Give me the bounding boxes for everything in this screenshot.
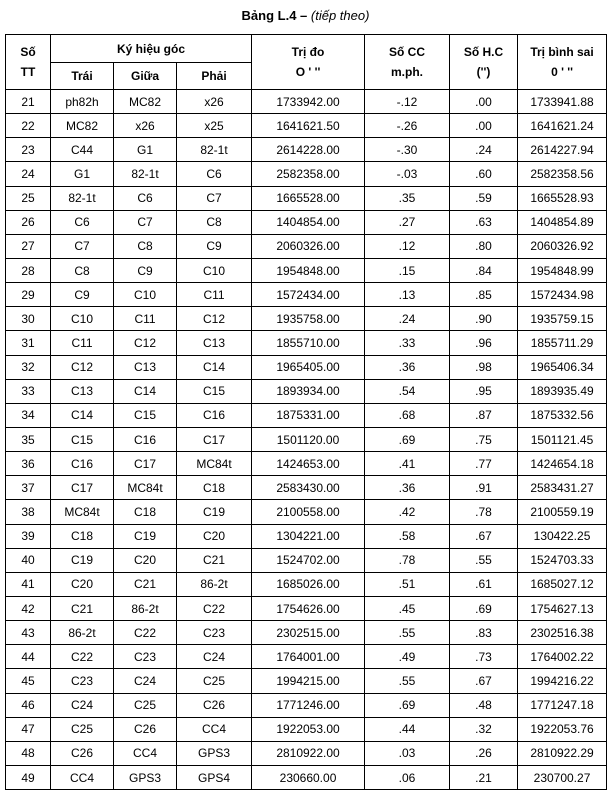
cell-hc-value: .73 bbox=[450, 645, 518, 669]
cell-correction-cc: .54 bbox=[365, 379, 450, 403]
header-adjusted bbox=[518, 35, 607, 90]
cell-left-point: C14 bbox=[51, 403, 114, 427]
cell-row-number: 47 bbox=[6, 717, 51, 741]
cell-middle-point: 86-2t bbox=[114, 596, 177, 620]
cell-row-number: 42 bbox=[6, 596, 51, 620]
cell-row-number: 38 bbox=[6, 500, 51, 524]
cell-correction-cc: .78 bbox=[365, 548, 450, 572]
cell-middle-point: C22 bbox=[114, 621, 177, 645]
cell-row-number: 43 bbox=[6, 621, 51, 645]
cell-row-number: 21 bbox=[6, 90, 51, 114]
cell-hc-value: .67 bbox=[450, 669, 518, 693]
cell-right-point: C8 bbox=[177, 210, 252, 234]
cell-adjusted-value: 230700.27 bbox=[518, 765, 607, 789]
cell-hc-value: .98 bbox=[450, 355, 518, 379]
cell-left-point: CC4 bbox=[51, 765, 114, 789]
cell-left-point: G1 bbox=[51, 162, 114, 186]
cell-adjusted-value: 1922053.76 bbox=[518, 717, 607, 741]
cell-adjusted-value: 1754627.13 bbox=[518, 596, 607, 620]
cell-left-point: C44 bbox=[51, 138, 114, 162]
table-row bbox=[6, 379, 607, 403]
cell-hc-value: .90 bbox=[450, 307, 518, 331]
table-row bbox=[6, 331, 607, 355]
table-row bbox=[6, 645, 607, 669]
cell-middle-point: C8 bbox=[114, 234, 177, 258]
cell-correction-cc: .55 bbox=[365, 621, 450, 645]
table-row bbox=[6, 452, 607, 476]
cell-row-number: 35 bbox=[6, 427, 51, 451]
cell-middle-point: C24 bbox=[114, 669, 177, 693]
cell-measured-value: 2614228.00 bbox=[252, 138, 365, 162]
cell-measured-value: 1935758.00 bbox=[252, 307, 365, 331]
cell-adjusted-value: 1404854.89 bbox=[518, 210, 607, 234]
cell-adjusted-value: 2614227.94 bbox=[518, 138, 607, 162]
cell-correction-cc: .13 bbox=[365, 283, 450, 307]
cell-row-number: 37 bbox=[6, 476, 51, 500]
cell-measured-value: 2100558.00 bbox=[252, 500, 365, 524]
cell-right-point: 82-1t bbox=[177, 138, 252, 162]
cell-adjusted-value: 1685027.12 bbox=[518, 572, 607, 596]
cell-row-number: 45 bbox=[6, 669, 51, 693]
table-row bbox=[6, 427, 607, 451]
table-body bbox=[6, 90, 607, 790]
cell-correction-cc: .68 bbox=[365, 403, 450, 427]
cell-row-number: 46 bbox=[6, 693, 51, 717]
cell-row-number: 44 bbox=[6, 645, 51, 669]
cell-row-number: 36 bbox=[6, 452, 51, 476]
cell-measured-value: 1922053.00 bbox=[252, 717, 365, 741]
header-measured bbox=[252, 35, 365, 90]
cell-correction-cc: .12 bbox=[365, 234, 450, 258]
cell-hc-value: .96 bbox=[450, 331, 518, 355]
table-row bbox=[6, 283, 607, 307]
header-hc-line2: ('') bbox=[476, 65, 491, 79]
cell-right-point: C9 bbox=[177, 234, 252, 258]
cell-hc-value: .77 bbox=[450, 452, 518, 476]
cell-correction-cc: .06 bbox=[365, 765, 450, 789]
cell-middle-point: C6 bbox=[114, 186, 177, 210]
header-stt bbox=[6, 35, 51, 90]
cell-hc-value: .55 bbox=[450, 548, 518, 572]
header-left: Trái bbox=[51, 63, 114, 90]
cell-row-number: 29 bbox=[6, 283, 51, 307]
cell-adjusted-value: 1524703.33 bbox=[518, 548, 607, 572]
cell-left-point: MC82 bbox=[51, 114, 114, 138]
table-row bbox=[6, 234, 607, 258]
cell-correction-cc: .36 bbox=[365, 476, 450, 500]
cell-left-point: C23 bbox=[51, 669, 114, 693]
cell-row-number: 23 bbox=[6, 138, 51, 162]
cell-hc-value: .24 bbox=[450, 138, 518, 162]
cell-hc-value: .00 bbox=[450, 90, 518, 114]
cell-hc-value: .67 bbox=[450, 524, 518, 548]
cell-adjusted-value: 1935759.15 bbox=[518, 307, 607, 331]
caption-dash: – bbox=[296, 8, 311, 23]
cell-measured-value: 1641621.50 bbox=[252, 114, 365, 138]
cell-adjusted-value: 1771247.18 bbox=[518, 693, 607, 717]
cell-right-point: C11 bbox=[177, 283, 252, 307]
cell-hc-value: .48 bbox=[450, 693, 518, 717]
cell-correction-cc: .33 bbox=[365, 331, 450, 355]
cell-correction-cc: .58 bbox=[365, 524, 450, 548]
cell-right-point: GPS3 bbox=[177, 741, 252, 765]
cell-correction-cc: .36 bbox=[365, 355, 450, 379]
cell-measured-value: 1524702.00 bbox=[252, 548, 365, 572]
cell-right-point: C13 bbox=[177, 331, 252, 355]
cell-row-number: 39 bbox=[6, 524, 51, 548]
cell-right-point: C17 bbox=[177, 427, 252, 451]
cell-measured-value: 1875331.00 bbox=[252, 403, 365, 427]
cell-right-point: C26 bbox=[177, 693, 252, 717]
cell-row-number: 27 bbox=[6, 234, 51, 258]
cell-middle-point: CC4 bbox=[114, 741, 177, 765]
table-row bbox=[6, 355, 607, 379]
cell-row-number: 28 bbox=[6, 258, 51, 282]
cell-correction-cc: .49 bbox=[365, 645, 450, 669]
cell-hc-value: .32 bbox=[450, 717, 518, 741]
cell-middle-point: C18 bbox=[114, 500, 177, 524]
cell-measured-value: 230660.00 bbox=[252, 765, 365, 789]
cell-right-point: C12 bbox=[177, 307, 252, 331]
cell-right-point: C10 bbox=[177, 258, 252, 282]
header-hc-line1: Số H.C bbox=[463, 45, 504, 59]
cell-left-point: C17 bbox=[51, 476, 114, 500]
cell-hc-value: .83 bbox=[450, 621, 518, 645]
cell-right-point: x26 bbox=[177, 90, 252, 114]
cell-middle-point: C26 bbox=[114, 717, 177, 741]
table-row bbox=[6, 114, 607, 138]
cell-middle-point: C25 bbox=[114, 693, 177, 717]
table-row bbox=[6, 162, 607, 186]
cell-middle-point: C19 bbox=[114, 524, 177, 548]
cell-correction-cc: .69 bbox=[365, 693, 450, 717]
cell-correction-cc: .69 bbox=[365, 427, 450, 451]
cell-measured-value: 1771246.00 bbox=[252, 693, 365, 717]
cell-measured-value: 1965405.00 bbox=[252, 355, 365, 379]
cell-hc-value: .78 bbox=[450, 500, 518, 524]
cell-left-point: C16 bbox=[51, 452, 114, 476]
cell-middle-point: C10 bbox=[114, 283, 177, 307]
cell-left-point: 86-2t bbox=[51, 621, 114, 645]
cell-left-point: C6 bbox=[51, 210, 114, 234]
cell-adjusted-value: 1893935.49 bbox=[518, 379, 607, 403]
cell-middle-point: x26 bbox=[114, 114, 177, 138]
cell-hc-value: .60 bbox=[450, 162, 518, 186]
cell-adjusted-value: 2060326.92 bbox=[518, 234, 607, 258]
cell-correction-cc: .44 bbox=[365, 717, 450, 741]
cell-left-point: C26 bbox=[51, 741, 114, 765]
header-stt-line2: TT bbox=[20, 65, 36, 79]
cell-left-point: C7 bbox=[51, 234, 114, 258]
cell-adjusted-value: 2582358.56 bbox=[518, 162, 607, 186]
table-row bbox=[6, 669, 607, 693]
cell-row-number: 26 bbox=[6, 210, 51, 234]
cell-right-point: C22 bbox=[177, 596, 252, 620]
header-adjusted-line2: 0 ' '' bbox=[551, 65, 573, 79]
cell-adjusted-value: 1641621.24 bbox=[518, 114, 607, 138]
cell-left-point: MC84t bbox=[51, 500, 114, 524]
header-middle: Giữa bbox=[114, 63, 177, 90]
caption-main: Bảng L.4 bbox=[241, 8, 297, 23]
cell-measured-value: 1501120.00 bbox=[252, 427, 365, 451]
table-row bbox=[6, 186, 607, 210]
cell-adjusted-value: 2810922.29 bbox=[518, 741, 607, 765]
cell-adjusted-value: 1994216.22 bbox=[518, 669, 607, 693]
header-hc bbox=[450, 35, 518, 90]
cell-row-number: 40 bbox=[6, 548, 51, 572]
caption-sub: (tiếp theo) bbox=[310, 8, 370, 23]
cell-measured-value: 2810922.00 bbox=[252, 741, 365, 765]
cell-adjusted-value: 1855711.29 bbox=[518, 331, 607, 355]
cell-hc-value: .26 bbox=[450, 741, 518, 765]
table-row bbox=[6, 500, 607, 524]
cell-row-number: 48 bbox=[6, 741, 51, 765]
cell-correction-cc: .41 bbox=[365, 452, 450, 476]
cell-middle-point: MC84t bbox=[114, 476, 177, 500]
cell-measured-value: 1754626.00 bbox=[252, 596, 365, 620]
cell-hc-value: .87 bbox=[450, 403, 518, 427]
cell-left-point: C8 bbox=[51, 258, 114, 282]
table-row bbox=[6, 307, 607, 331]
cell-measured-value: 1685026.00 bbox=[252, 572, 365, 596]
table-row bbox=[6, 548, 607, 572]
cell-left-point: C22 bbox=[51, 645, 114, 669]
cell-left-point: C25 bbox=[51, 717, 114, 741]
cell-measured-value: 1404854.00 bbox=[252, 210, 365, 234]
header-angle-group: Ký hiệu góc bbox=[51, 35, 252, 63]
cell-left-point: C21 bbox=[51, 596, 114, 620]
cell-measured-value: 1572434.00 bbox=[252, 283, 365, 307]
cell-right-point: C18 bbox=[177, 476, 252, 500]
table-caption bbox=[0, 8, 611, 23]
cell-measured-value: 1764001.00 bbox=[252, 645, 365, 669]
cell-right-point: C23 bbox=[177, 621, 252, 645]
cell-measured-value: 1893934.00 bbox=[252, 379, 365, 403]
cell-middle-point: C15 bbox=[114, 403, 177, 427]
cell-hc-value: .63 bbox=[450, 210, 518, 234]
cell-right-point: C14 bbox=[177, 355, 252, 379]
cell-adjusted-value: 1764002.22 bbox=[518, 645, 607, 669]
header-measured-line2: O ' '' bbox=[295, 65, 321, 79]
cell-middle-point: C7 bbox=[114, 210, 177, 234]
cell-hc-value: .00 bbox=[450, 114, 518, 138]
cell-left-point: C11 bbox=[51, 331, 114, 355]
cell-middle-point: C21 bbox=[114, 572, 177, 596]
cell-middle-point: C12 bbox=[114, 331, 177, 355]
cell-hc-value: .75 bbox=[450, 427, 518, 451]
cell-right-point: MC84t bbox=[177, 452, 252, 476]
table-row bbox=[6, 524, 607, 548]
cell-right-point: C25 bbox=[177, 669, 252, 693]
cell-correction-cc: .51 bbox=[365, 572, 450, 596]
cell-left-point: C18 bbox=[51, 524, 114, 548]
cell-left-point: C10 bbox=[51, 307, 114, 331]
cell-right-point: C7 bbox=[177, 186, 252, 210]
cell-left-point: 82-1t bbox=[51, 186, 114, 210]
cell-measured-value: 1733942.00 bbox=[252, 90, 365, 114]
cell-measured-value: 1665528.00 bbox=[252, 186, 365, 210]
survey-angle-table bbox=[5, 34, 607, 790]
cell-middle-point: C20 bbox=[114, 548, 177, 572]
cell-adjusted-value: 2583431.27 bbox=[518, 476, 607, 500]
cell-measured-value: 1424653.00 bbox=[252, 452, 365, 476]
cell-right-point: C21 bbox=[177, 548, 252, 572]
cell-right-point: C24 bbox=[177, 645, 252, 669]
table-row bbox=[6, 258, 607, 282]
cell-correction-cc: -.26 bbox=[365, 114, 450, 138]
cell-correction-cc: .27 bbox=[365, 210, 450, 234]
cell-hc-value: .69 bbox=[450, 596, 518, 620]
cell-left-point: C12 bbox=[51, 355, 114, 379]
header-stt-line1: Số bbox=[20, 45, 36, 59]
cell-hc-value: .61 bbox=[450, 572, 518, 596]
cell-row-number: 25 bbox=[6, 186, 51, 210]
cell-left-point: C13 bbox=[51, 379, 114, 403]
table-row bbox=[6, 596, 607, 620]
cell-hc-value: .85 bbox=[450, 283, 518, 307]
table-row bbox=[6, 741, 607, 765]
cell-row-number: 32 bbox=[6, 355, 51, 379]
cell-hc-value: .95 bbox=[450, 379, 518, 403]
cell-middle-point: C11 bbox=[114, 307, 177, 331]
cell-adjusted-value: 1875332.56 bbox=[518, 403, 607, 427]
cell-measured-value: 1954848.00 bbox=[252, 258, 365, 282]
table-row bbox=[6, 621, 607, 645]
header-correction-line2: m.ph. bbox=[391, 65, 424, 79]
cell-measured-value: 2583430.00 bbox=[252, 476, 365, 500]
cell-right-point: C16 bbox=[177, 403, 252, 427]
cell-correction-cc: .42 bbox=[365, 500, 450, 524]
cell-row-number: 33 bbox=[6, 379, 51, 403]
cell-middle-point: C23 bbox=[114, 645, 177, 669]
cell-middle-point: C14 bbox=[114, 379, 177, 403]
header-correction-line1: Số CC bbox=[389, 45, 426, 59]
cell-correction-cc: .15 bbox=[365, 258, 450, 282]
table-row bbox=[6, 90, 607, 114]
table-row bbox=[6, 138, 607, 162]
cell-correction-cc: .35 bbox=[365, 186, 450, 210]
table-row bbox=[6, 210, 607, 234]
cell-adjusted-value: 1501121.45 bbox=[518, 427, 607, 451]
table-row bbox=[6, 765, 607, 789]
cell-right-point: GPS4 bbox=[177, 765, 252, 789]
table-row bbox=[6, 717, 607, 741]
header-adjusted-line1: Trị bình sai bbox=[530, 45, 594, 59]
cell-right-point: C19 bbox=[177, 500, 252, 524]
cell-middle-point: GPS3 bbox=[114, 765, 177, 789]
table-row bbox=[6, 403, 607, 427]
cell-adjusted-value: 1733941.88 bbox=[518, 90, 607, 114]
cell-left-point: C9 bbox=[51, 283, 114, 307]
cell-left-point: C15 bbox=[51, 427, 114, 451]
cell-correction-cc: .55 bbox=[365, 669, 450, 693]
cell-left-point: C20 bbox=[51, 572, 114, 596]
cell-right-point: C20 bbox=[177, 524, 252, 548]
cell-middle-point: 82-1t bbox=[114, 162, 177, 186]
cell-left-point: C19 bbox=[51, 548, 114, 572]
cell-adjusted-value: 2100559.19 bbox=[518, 500, 607, 524]
header-measured-line1: Trị đo bbox=[291, 45, 325, 59]
cell-correction-cc: .24 bbox=[365, 307, 450, 331]
cell-adjusted-value: 1572434.98 bbox=[518, 283, 607, 307]
cell-middle-point: MC82 bbox=[114, 90, 177, 114]
cell-row-number: 22 bbox=[6, 114, 51, 138]
cell-hc-value: .80 bbox=[450, 234, 518, 258]
cell-hc-value: .59 bbox=[450, 186, 518, 210]
cell-correction-cc: .45 bbox=[365, 596, 450, 620]
cell-middle-point: G1 bbox=[114, 138, 177, 162]
cell-row-number: 24 bbox=[6, 162, 51, 186]
cell-row-number: 34 bbox=[6, 403, 51, 427]
cell-right-point: x25 bbox=[177, 114, 252, 138]
cell-measured-value: 2582358.00 bbox=[252, 162, 365, 186]
cell-correction-cc: -.03 bbox=[365, 162, 450, 186]
cell-adjusted-value: 1424654.18 bbox=[518, 452, 607, 476]
cell-left-point: ph82h bbox=[51, 90, 114, 114]
cell-row-number: 31 bbox=[6, 331, 51, 355]
cell-right-point: C15 bbox=[177, 379, 252, 403]
table-row bbox=[6, 476, 607, 500]
cell-correction-cc: -.30 bbox=[365, 138, 450, 162]
cell-middle-point: C17 bbox=[114, 452, 177, 476]
cell-measured-value: 2302515.00 bbox=[252, 621, 365, 645]
table-row bbox=[6, 572, 607, 596]
cell-adjusted-value: 2302516.38 bbox=[518, 621, 607, 645]
cell-measured-value: 1994215.00 bbox=[252, 669, 365, 693]
cell-row-number: 30 bbox=[6, 307, 51, 331]
cell-measured-value: 2060326.00 bbox=[252, 234, 365, 258]
cell-right-point: C6 bbox=[177, 162, 252, 186]
cell-measured-value: 1855710.00 bbox=[252, 331, 365, 355]
cell-right-point: CC4 bbox=[177, 717, 252, 741]
cell-hc-value: .91 bbox=[450, 476, 518, 500]
cell-adjusted-value: 1665528.93 bbox=[518, 186, 607, 210]
cell-correction-cc: -.12 bbox=[365, 90, 450, 114]
cell-adjusted-value: 130422.25 bbox=[518, 524, 607, 548]
cell-row-number: 41 bbox=[6, 572, 51, 596]
cell-hc-value: .21 bbox=[450, 765, 518, 789]
cell-adjusted-value: 1954848.99 bbox=[518, 258, 607, 282]
cell-adjusted-value: 1965406.34 bbox=[518, 355, 607, 379]
header-correction bbox=[365, 35, 450, 90]
table-row bbox=[6, 693, 607, 717]
cell-hc-value: .84 bbox=[450, 258, 518, 282]
cell-measured-value: 1304221.00 bbox=[252, 524, 365, 548]
cell-right-point: 86-2t bbox=[177, 572, 252, 596]
cell-middle-point: C9 bbox=[114, 258, 177, 282]
cell-left-point: C24 bbox=[51, 693, 114, 717]
cell-correction-cc: .03 bbox=[365, 741, 450, 765]
cell-middle-point: C16 bbox=[114, 427, 177, 451]
cell-middle-point: C13 bbox=[114, 355, 177, 379]
header-right: Phải bbox=[177, 63, 252, 90]
cell-row-number: 49 bbox=[6, 765, 51, 789]
